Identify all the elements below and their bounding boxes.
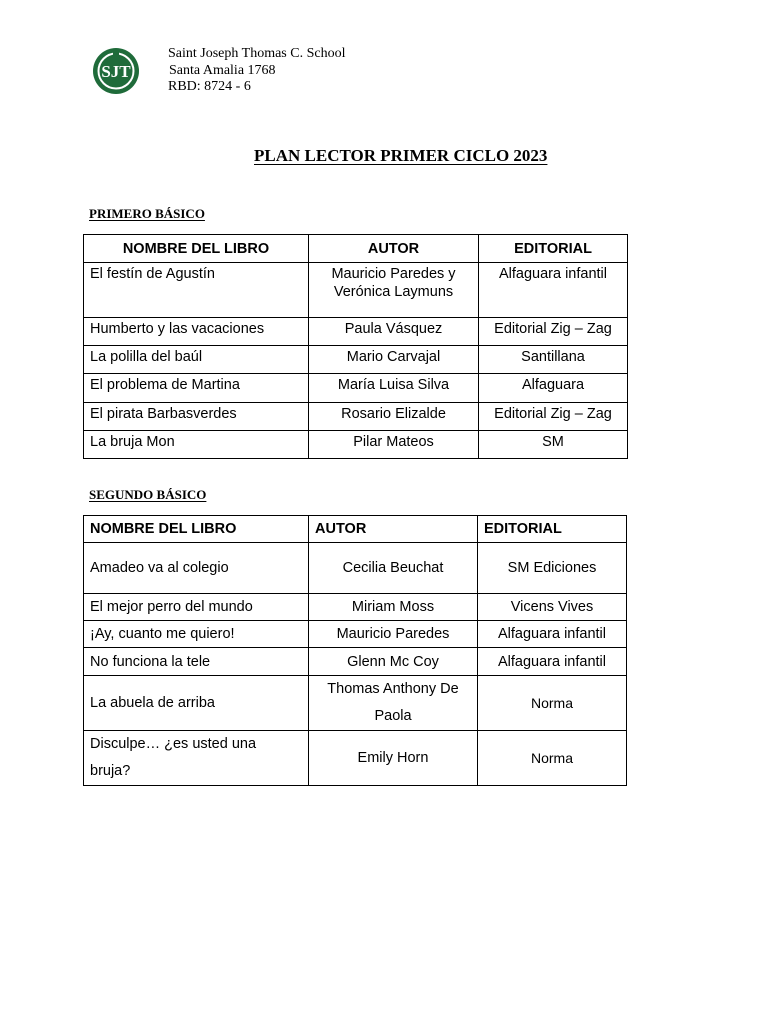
- libro-line-2: bruja?: [90, 763, 131, 779]
- header-editorial: EDITORIAL: [478, 516, 627, 543]
- cell-libro: El mejor perro del mundo: [84, 594, 309, 621]
- cell-autor: Rosario Elizalde: [309, 403, 479, 431]
- school-info: [168, 46, 345, 96]
- cell-editorial: Alfaguara infantil: [478, 648, 627, 676]
- table-row: [84, 731, 627, 786]
- cell-autor: María Luisa Silva: [309, 374, 479, 403]
- cell-editorial: Norma: [478, 731, 627, 786]
- cell-editorial: SM Ediciones: [478, 543, 627, 594]
- cell-editorial: Alfaguara: [479, 374, 628, 403]
- cell-autor: [309, 676, 478, 731]
- cell-autor: Mauricio Paredes: [309, 621, 478, 648]
- autor-line-2: Paola: [374, 708, 412, 724]
- school-name: Saint Joseph Thomas C. School: [168, 46, 346, 61]
- school-rbd: RBD: 8724 - 6: [168, 79, 251, 94]
- cell-editorial: SM: [479, 431, 628, 459]
- school-address: Santa Amalia 1768: [169, 62, 276, 78]
- table-row: [84, 263, 628, 318]
- page-title: PLAN LECTOR PRIMER CICLO 2023: [254, 146, 548, 165]
- table-row: [84, 543, 627, 594]
- section-heading-primero: PRIMERO BÁSICO: [89, 206, 205, 221]
- cell-editorial: Alfaguara infantil: [478, 621, 627, 648]
- table-row: [84, 403, 628, 431]
- table-row: [84, 621, 627, 648]
- autor-line-2: Verónica Laymuns: [333, 284, 454, 300]
- table-row: [84, 431, 628, 459]
- cell-editorial: Alfaguara infantil: [479, 263, 628, 318]
- cell-libro: No funciona la tele: [84, 648, 309, 676]
- primero-table: [83, 234, 628, 459]
- cell-editorial: Norma: [478, 676, 627, 731]
- cell-editorial: Vicens Vives: [478, 594, 627, 621]
- cell-autor: [309, 263, 479, 318]
- cell-libro: ¡Ay, cuanto me quiero!: [84, 621, 309, 648]
- libro-line-1: Disculpe… ¿es usted una: [90, 736, 257, 752]
- header-libro: NOMBRE DEL LIBRO: [84, 235, 309, 263]
- cell-autor: Mario Carvajal: [309, 346, 479, 374]
- cell-libro: La bruja Mon: [84, 431, 309, 459]
- cell-libro: El problema de Martina: [84, 374, 309, 403]
- logo-text: SJT: [101, 62, 131, 81]
- table-header-row: [84, 516, 627, 543]
- cell-libro: La polilla del baúl: [84, 346, 309, 374]
- cell-libro: Amadeo va al colegio: [84, 543, 309, 594]
- cell-autor: Pilar Mateos: [309, 431, 479, 459]
- header-autor: AUTOR: [309, 516, 478, 543]
- autor-line-1: Mauricio Paredes y: [331, 266, 456, 282]
- header-libro: NOMBRE DEL LIBRO: [84, 516, 309, 543]
- cell-autor: Miriam Moss: [309, 594, 478, 621]
- table-header-row: [84, 235, 628, 263]
- cell-libro: Humberto y las vacaciones: [84, 318, 309, 346]
- segundo-table: [83, 515, 627, 786]
- table-row: [84, 318, 628, 346]
- cell-autor: Emily Horn: [309, 731, 478, 786]
- cell-autor: Glenn Mc Coy: [309, 648, 478, 676]
- table-row: [84, 648, 627, 676]
- cell-libro: El festín de Agustín: [84, 263, 309, 318]
- cell-editorial: Editorial Zig – Zag: [479, 318, 628, 346]
- cell-libro: La abuela de arriba: [84, 676, 309, 731]
- table-row: [84, 374, 628, 403]
- header-editorial: EDITORIAL: [479, 235, 628, 263]
- section-heading-segundo: SEGUNDO BÁSICO: [89, 487, 207, 502]
- cell-libro: El pirata Barbasverdes: [84, 403, 309, 431]
- header-autor: AUTOR: [309, 235, 479, 263]
- table-row: [84, 594, 627, 621]
- cell-autor: Cecilia Beuchat: [309, 543, 478, 594]
- cell-autor: Paula Vásquez: [309, 318, 479, 346]
- school-logo: [91, 46, 141, 96]
- cell-editorial: Santillana: [479, 346, 628, 374]
- table-row: [84, 676, 627, 731]
- table-row: [84, 346, 628, 374]
- autor-line-1: Thomas Anthony De: [327, 681, 459, 697]
- cell-libro: [84, 731, 309, 786]
- cell-editorial: Editorial Zig – Zag: [479, 403, 628, 431]
